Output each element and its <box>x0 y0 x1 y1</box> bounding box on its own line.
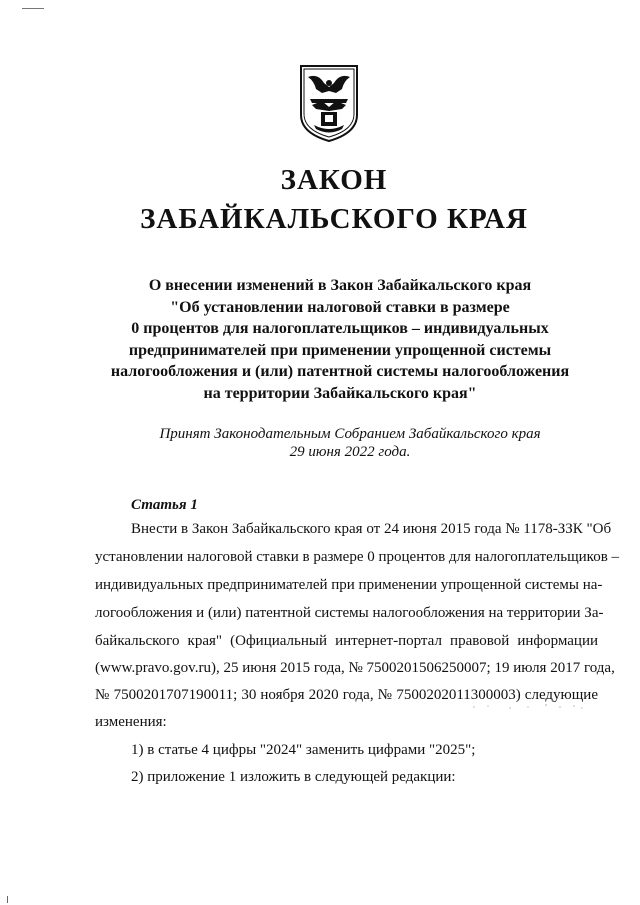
article-item: 2) приложение 1 изложить в следующей редакции: <box>131 769 456 785</box>
article-text-line: изменения: <box>95 714 167 730</box>
article-text-line: байкальского края" (Официальный интернет-портал правовой информации <box>95 633 598 649</box>
subject-line: О внесении изменений в Закон Забайкальского края <box>148 277 532 294</box>
article-text-line: Внести в Закон Забайкальского края от 24 июня 2015 года № 1178-ЗЗК "Об <box>131 521 612 537</box>
adoption-date: 29 июня 2022 года. <box>289 444 411 460</box>
region-title: ЗАБАЙКАЛЬСКОГО КРАЯ <box>140 203 528 235</box>
article-item: 1) в статье 4 цифры "2024" заменить цифрами "2025"; <box>131 742 476 758</box>
article-text-line: № 7500201707190011; 30 ноября 2020 года, № 7500202011300003) следующие <box>95 687 598 703</box>
subject-line: 0 процентов для налогоплательщиков – индивидуальных <box>131 320 549 337</box>
article-text-line: установлении налоговой ставки в размере 0 процентов для налогоплательщиков – <box>95 549 620 565</box>
article-text-line: логообложения и (или) патентной системы налогообложения на территории За- <box>95 605 604 621</box>
coat-of-arms-emblem <box>298 63 360 143</box>
scan-artifact-line <box>22 8 44 9</box>
subject-line: на территории Забайкальского края" <box>203 384 477 402</box>
subject-line: "Об установлении налоговой ставки в размере <box>170 298 510 316</box>
article-text-line: (www.pravo.gov.ru), 25 июня 2015 года, № 7500201506250007; 19 июля 2017 года, <box>95 660 615 676</box>
subject-line: налогообложения и (или) патентной системы налогообложения <box>110 363 570 380</box>
scan-artifact-edge <box>7 896 8 903</box>
adoption-note <box>80 425 620 461</box>
law-title: ЗАКОН <box>280 164 388 196</box>
article-heading: Статья 1 <box>131 497 198 513</box>
adoption-line: Принят Законодательным Собранием Забайкальского края <box>159 426 541 442</box>
scan-noise <box>470 702 590 712</box>
law-subject <box>80 275 600 404</box>
subject-line: предпринимателей при применении упрощенной системы <box>128 341 552 359</box>
article-text-line: индивидуальных предпринимателей при применении упрощенной системы на- <box>95 577 603 593</box>
